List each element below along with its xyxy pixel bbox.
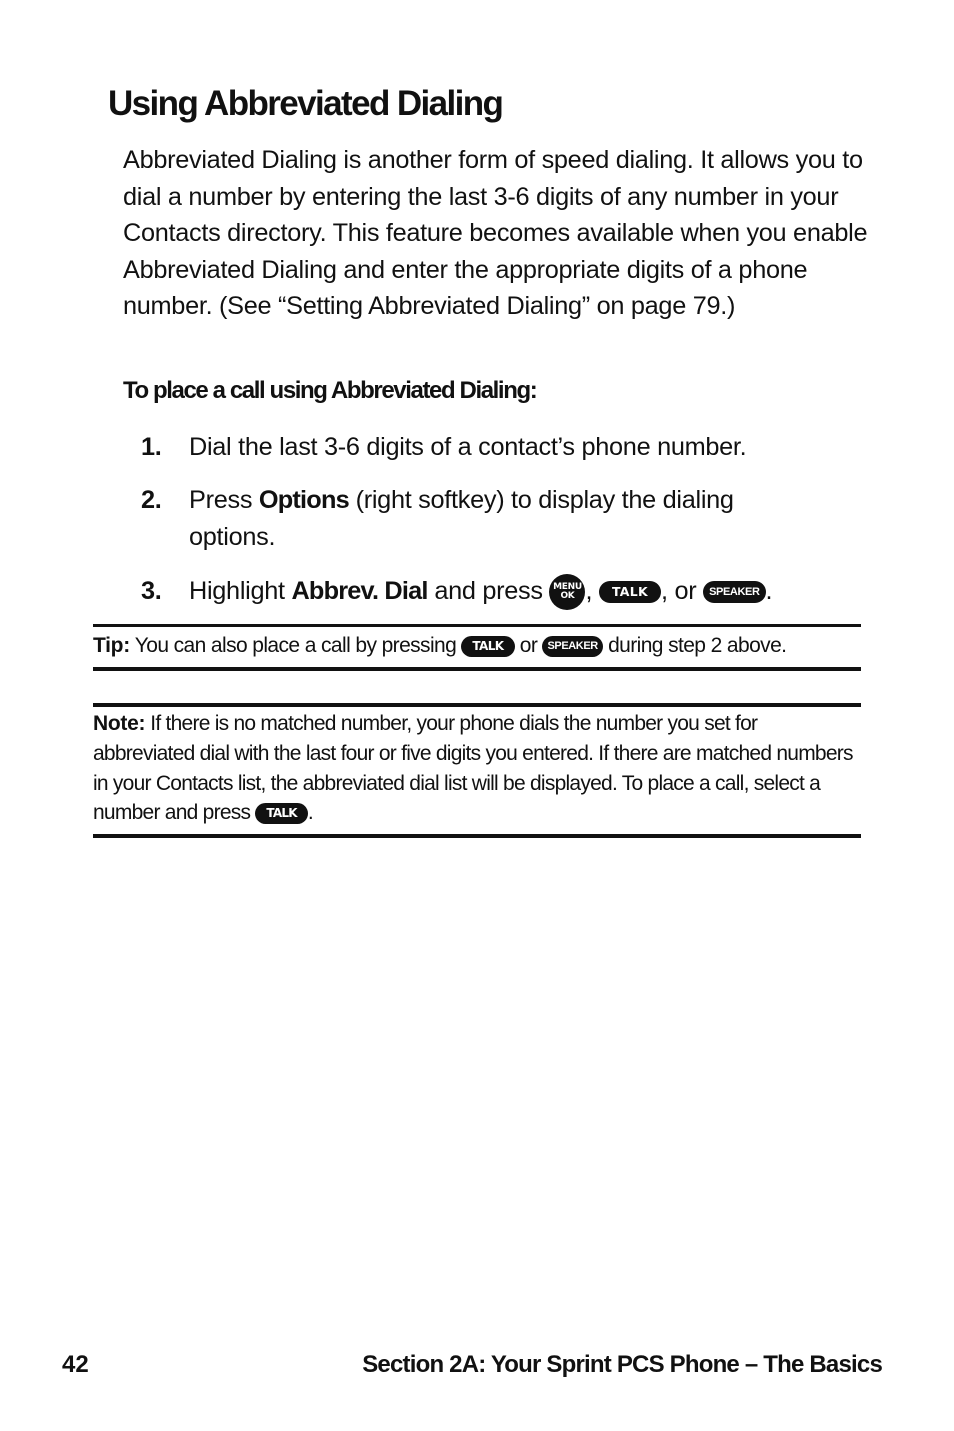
tip-box [93, 631, 861, 661]
section-title: Section 2A: Your Sprint PCS Phone – The Basics [362, 1351, 882, 1378]
talk-key-icon: TALK [255, 803, 308, 824]
separator: , [585, 577, 599, 605]
step-text [189, 482, 821, 556]
menu-ok-key-icon [549, 574, 585, 610]
step-3 [141, 573, 821, 610]
menu-key-label: MENU [553, 582, 582, 593]
step-number: 2. [141, 486, 162, 514]
tip-label: Tip: [93, 634, 130, 657]
tip-text-mid: or [514, 634, 543, 657]
intro-paragraph: Abbreviated Dialing is another form of speed dialing. It allows you to dial a number by entering the last 3-6 digits of any number in your Contacts directory. This feature becomes available when you enable Abbreviated Dialing and enter the appropriate digits of a phone number. (See “Setting Abbreviated Dialing” on page 79.) [123, 146, 868, 321]
talk-key-icon: TALK [599, 581, 661, 603]
softkey-options-label: Options [258, 486, 349, 514]
separator: , or [661, 577, 704, 605]
note-end: . [307, 801, 313, 825]
ok-key-label: OK [560, 591, 575, 602]
tip-bottom-divider [93, 667, 861, 671]
speaker-key-icon: SPEAKER [542, 636, 602, 657]
procedure-heading: To place a call using Abbreviated Dialing: [123, 377, 537, 404]
step-text-pre: Highlight [189, 577, 292, 605]
tip-text-pre: You can also place a call by pressing [129, 634, 462, 657]
tip-text-post: during step 2 above. [602, 634, 787, 657]
step-text [189, 573, 821, 610]
tip-top-divider [93, 624, 861, 627]
menu-item-abbrev-dial: Abbrev. Dial [291, 577, 428, 605]
note-text: If there is no matched number, your phone dials the number you set for abbreviated dial with the last four or five digits you entered. If there are matched numbers in your Contacts list, the abbreviated dial list will be displayed. To place a call, select a number and press [93, 712, 853, 825]
note-top-divider [93, 703, 861, 707]
note-label: Note: [93, 712, 146, 735]
note-box [93, 709, 853, 828]
page-title: Using Abbreviated Dialing [108, 84, 503, 123]
step-1 [141, 429, 821, 466]
step-text-post: (right softkey) to display the dialing options. [189, 486, 734, 551]
step-text-pre: Press [189, 486, 259, 514]
note-bottom-divider [93, 834, 861, 838]
step-2 [141, 482, 821, 556]
step-text-post: and press [427, 577, 550, 605]
speaker-key-icon: SPEAKER [703, 581, 765, 603]
step-number: 1. [141, 433, 162, 461]
step-number: 3. [141, 577, 162, 605]
step-text: Dial the last 3-6 digits of a contact’s phone number. [189, 433, 747, 461]
talk-key-icon: TALK [461, 636, 514, 657]
step-end: . [765, 577, 773, 605]
page-number: 42 [62, 1351, 89, 1378]
